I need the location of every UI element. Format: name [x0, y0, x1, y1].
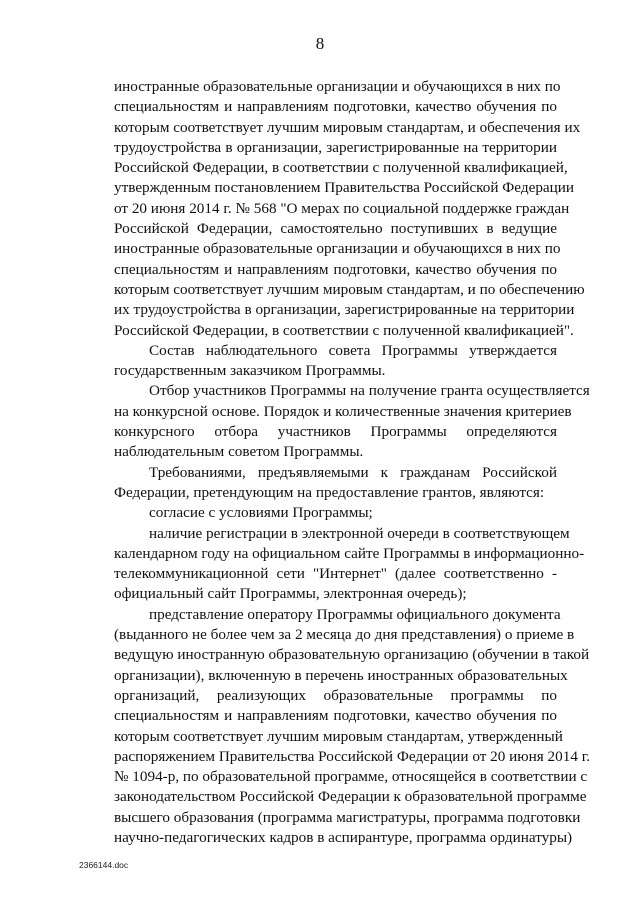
text-line: Отбор участников Программы на получение гранта осуществляется	[149, 382, 590, 400]
text-line: которым соответствует лучшим мировым стандартам, и обеспечения их	[114, 118, 581, 136]
paragraph	[79, 463, 557, 504]
text-line: Состав наблюдательного совета Программы утверждается	[149, 341, 557, 359]
text-line: государственным заказчиком Программы.	[114, 362, 386, 380]
text-line: организаций, реализующих образовательные программы по	[114, 686, 557, 704]
text-line: ведущую иностранную образовательную организацию (обучении в такой	[114, 646, 590, 664]
document-body	[79, 77, 591, 848]
text-line: на конкурсной основе. Порядок и количественные значения критериев	[114, 402, 572, 420]
text-line: иностранные образовательные организации и обучающихся в них по	[114, 240, 561, 258]
text-line: распоряжением Правительства Российской Федерации от 20 июня 2014 г.	[114, 747, 591, 765]
text-line: специальностям и направлениям подготовки, качество обучения по	[114, 260, 557, 278]
paragraph	[79, 524, 585, 605]
text-line: представление оператору Программы официального документа	[149, 605, 561, 623]
text-line: Федерации, претендующим на предоставление грантов, являются:	[114, 483, 545, 501]
text-line: календарном году на официальном сайте Программы в информационно-	[114, 544, 585, 562]
text-line: Требованиями, предъявляемыми к гражданам Российской	[149, 463, 557, 481]
text-line: специальностям и направлениям подготовки, качество обучения по	[114, 98, 557, 116]
text-line: иностранные образовательные организации и обучающихся в них по	[114, 78, 561, 95]
text-line: конкурсного отбора участников Программы определяются	[114, 423, 557, 441]
text-line: утвержденным постановлением Правительства Российской Федерации	[114, 179, 575, 197]
text-line: трудоустройства в организации, зарегистрированные на территории	[114, 138, 557, 156]
text-line: которым соответствует лучшим мировым стандартам, и по обеспечению	[114, 280, 585, 298]
text-line: телекоммуникационной сети "Интернет" (далее соответственно -	[114, 565, 557, 583]
text-line: официальный сайт Программы, электронная очередь);	[114, 585, 467, 603]
text-line: их трудоустройства в организации, зарегистрированные на территории	[114, 301, 575, 319]
text-line: законодательством Российской Федерации к образовательной программе	[114, 788, 587, 806]
paragraph	[79, 77, 585, 341]
page-number: 8	[315, 34, 325, 53]
document-code: 2366144.doc	[79, 860, 129, 870]
text-line: наличие регистрации в электронной очереди в соответствующем	[149, 524, 570, 542]
paragraph	[79, 381, 590, 462]
paragraph	[79, 605, 591, 849]
text-line: от 20 июня 2014 г. № 568 "О мерах по социальной поддержке граждан	[114, 199, 570, 217]
text-line: высшего образования (программа магистратуры, программа подготовки	[114, 808, 581, 826]
text-line: наблюдательным советом Программы.	[114, 443, 364, 461]
text-line: Российской Федерации, в соответствии с полученной квалификацией,	[114, 159, 568, 177]
text-line: научно-педагогических кадров в аспирантуре, программа ординатуры)	[114, 828, 573, 846]
text-line: которым соответствует лучшим мировым стандартам, утвержденный	[114, 727, 563, 745]
text-line: согласие с условиями Программы;	[149, 504, 373, 522]
text-line: (выданного не более чем за 2 месяца до дня представления) о приеме в	[114, 626, 575, 644]
paragraph	[79, 341, 557, 382]
text-line: № 1094-р, по образовательной программе, относящейся в соответствии с	[114, 768, 588, 786]
paragraph	[79, 503, 557, 523]
text-line: специальностям и направлениям подготовки, качество обучения по	[114, 707, 557, 725]
text-line: Российской Федерации, самостоятельно поступивших в ведущие	[114, 220, 557, 238]
text-line: организации), включенную в перечень иностранных образовательных	[114, 666, 568, 684]
text-line: Российской Федерации, в соответствии с полученной квалификацией".	[114, 321, 574, 339]
